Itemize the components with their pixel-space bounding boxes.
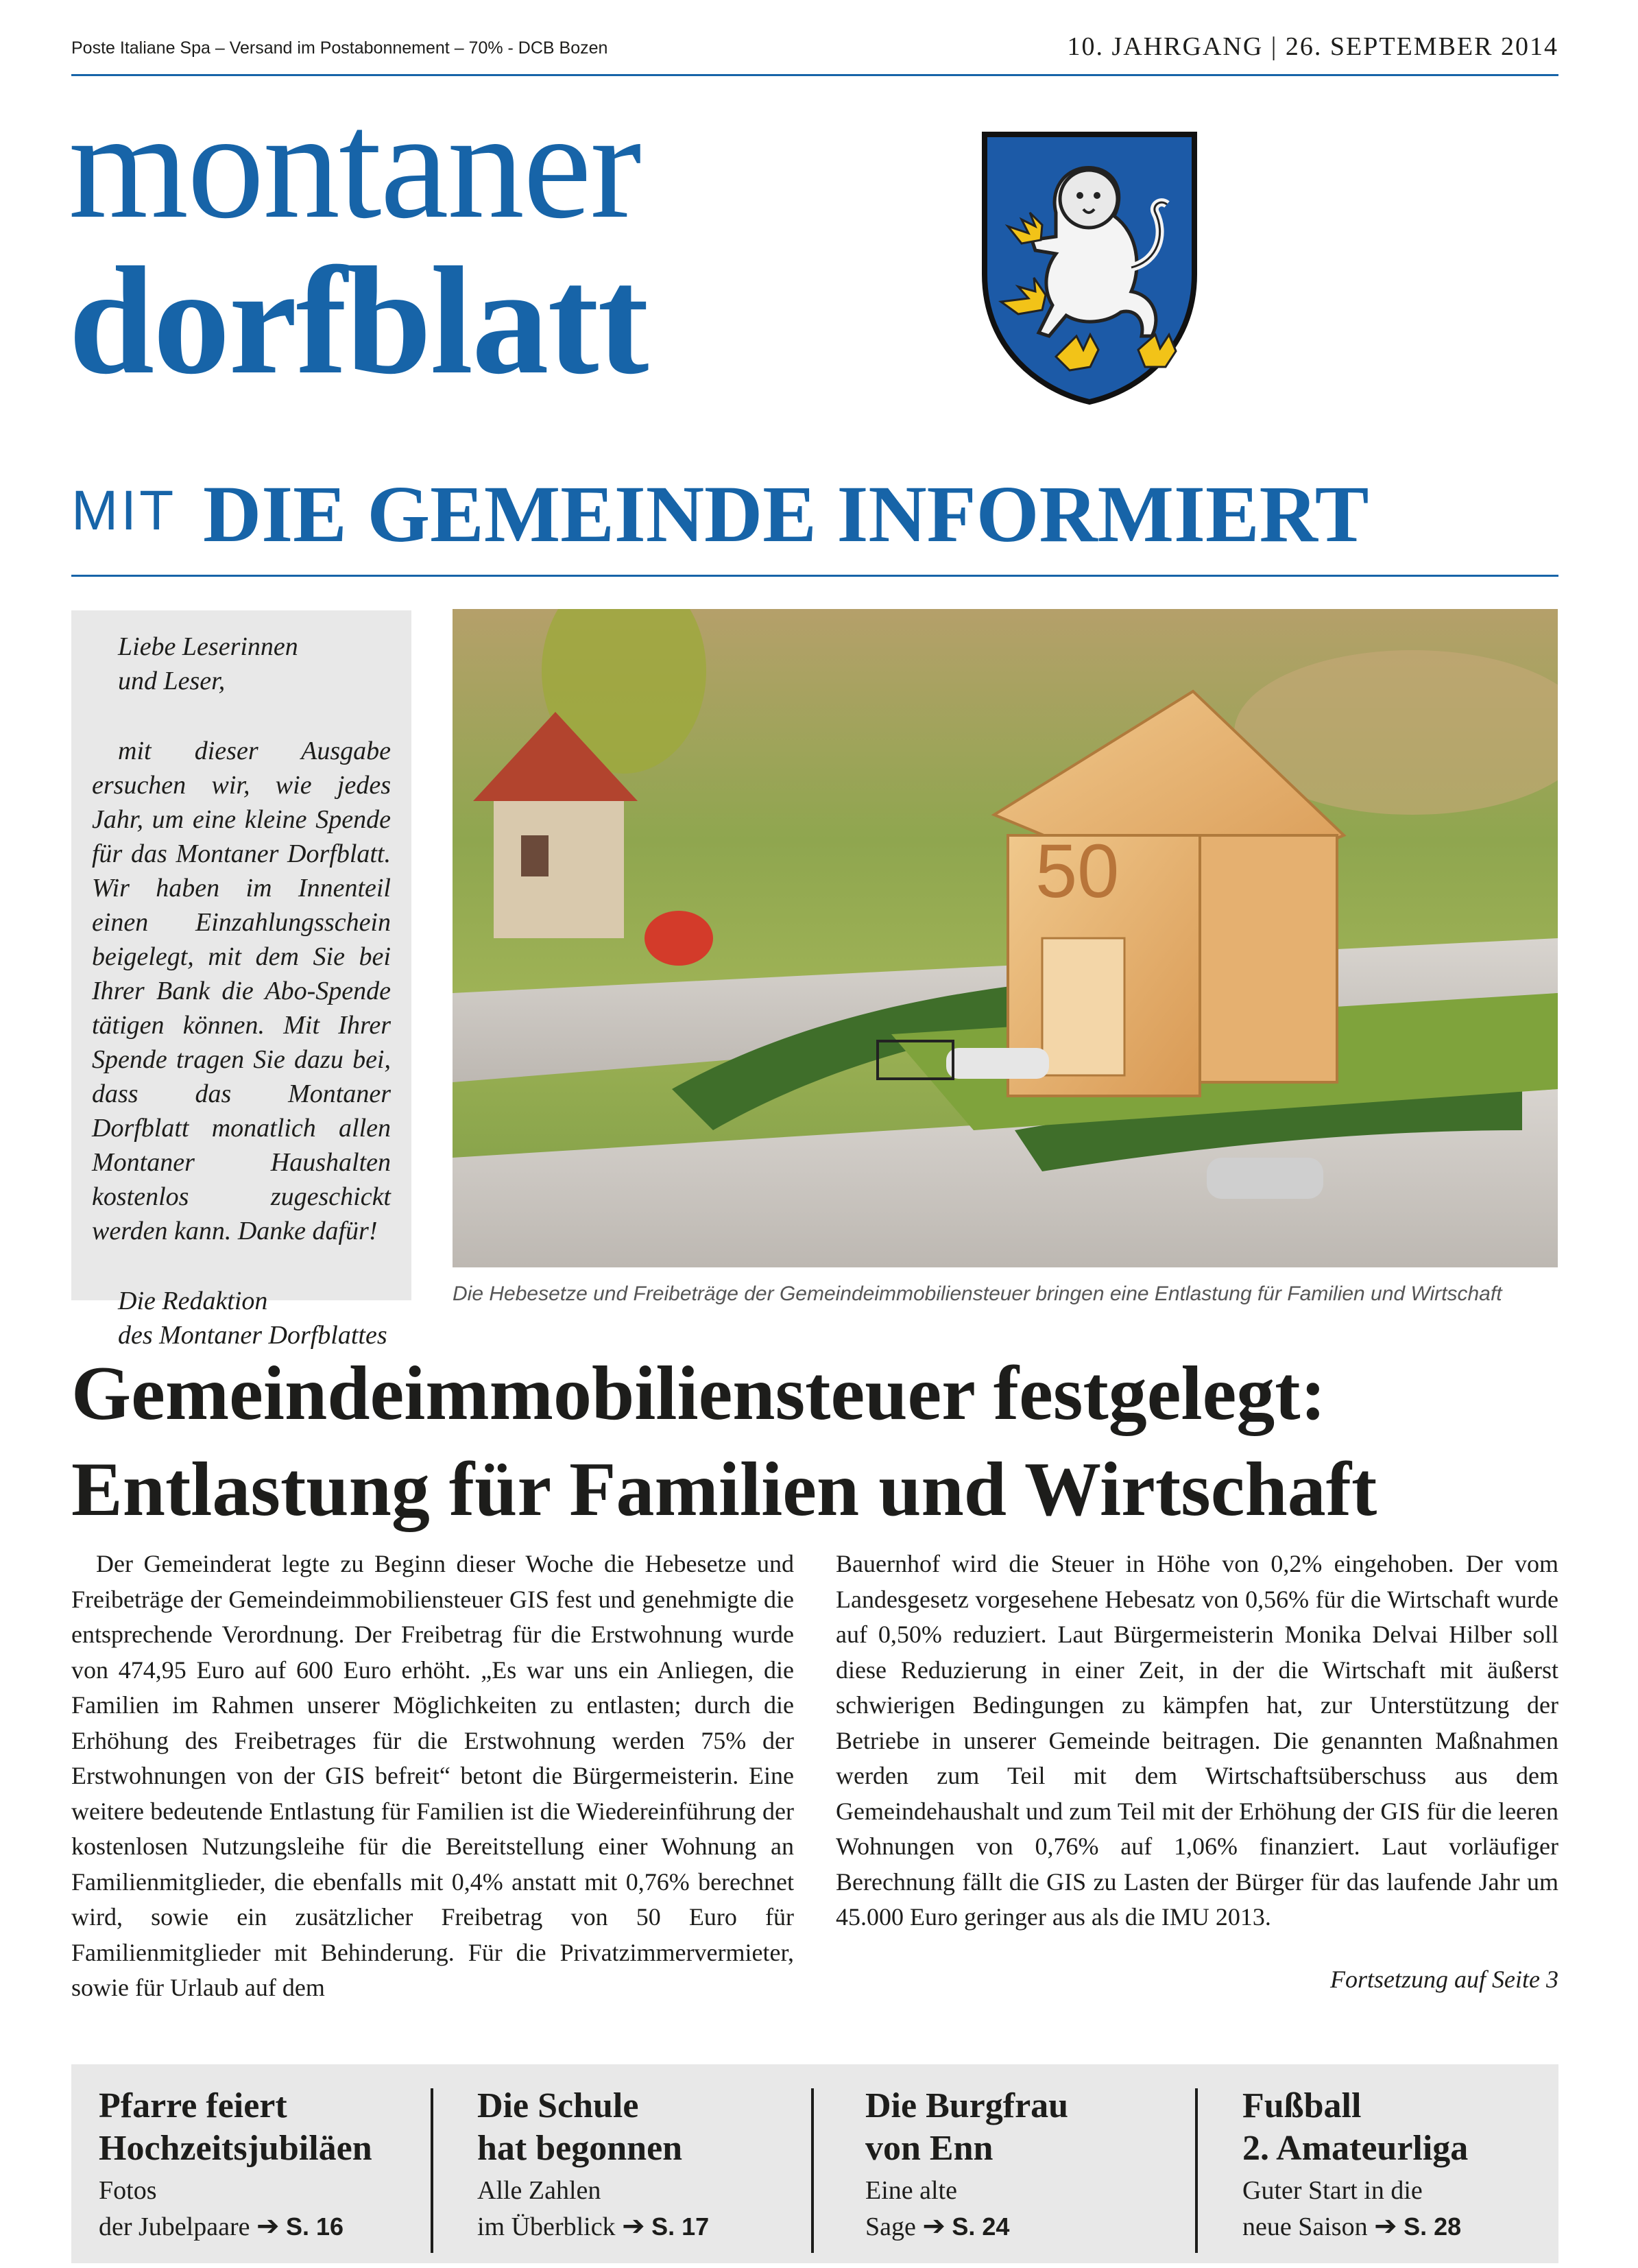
editorial-greeting-1: Liebe Leserinnen	[118, 632, 298, 661]
masthead-line-2: dorfblatt	[69, 235, 648, 406]
banknote-value: 50	[1035, 829, 1120, 914]
arrow-right-icon: ➔	[1374, 2210, 1397, 2242]
headline-line-1: Gemeindeimmobiliensteuer festgelegt:	[71, 1351, 1326, 1436]
coat-of-arms-icon	[980, 130, 1199, 405]
teaser-divider	[811, 2088, 814, 2253]
teaser-page-3: S. 24	[952, 2212, 1010, 2241]
article-column-left: Der Gemeinderat legte zu Beginn dieser Woche die Hebesetze und Freibeträge der Gemeindeimmobiliensteuer GIS fest und genehmigte die entsprechende Verordnung. Der Freibetrag für die Erstwohnung wurde von 474,95 Euro auf 600 Euro erhöht. „Es war uns ein Anliegen, die Familien im Rahmen unserer Möglichkeiten zu entlasten; durch die Erhöhung des Freibetrages für die Erstwohnung werden 75% der Erstwohnungen von der GIS befreit“ betont die Bürgermeisterin. Eine weitere bedeutende Entlastung für Familien ist die Wiedereinführung der kostenlosen Nutzungsleihe für die Bereitstellung einer Wohnung an Familienmitglieder, die ebenfalls mit 0,4% anstatt mit 0,76% berechnet wird, sowie ein zusätzlicher Freibetrag von 50 Euro für Familienmitglieder mit Behinderung. Für die Privatzimmervermieter, sowie für Urlaub auf dem	[71, 1550, 794, 2001]
teaser-page-4: S. 28	[1404, 2212, 1462, 2241]
top-divider	[71, 74, 1558, 76]
arrow-right-icon: ➔	[622, 2210, 645, 2242]
teaser-sub-1b-row	[99, 2208, 421, 2245]
teaser-sub-3b-row	[865, 2208, 1188, 2245]
teaser-title-1a: Pfarre feiert	[99, 2086, 287, 2125]
teaser-title-4a: Fußball	[1242, 2086, 1362, 2125]
arrow-right-icon: ➔	[256, 2210, 280, 2242]
teaser-sub-3b: Sage	[865, 2212, 916, 2241]
teaser-page-2: S. 17	[651, 2212, 710, 2241]
money-house-photo	[453, 609, 1558, 1267]
teaser-sub-2a: Alle Zahlen	[477, 2176, 601, 2205]
editorial-sign-1: Die Redaktion	[118, 1287, 268, 1315]
teaser-sub-4b-row	[1242, 2208, 1565, 2245]
continued-link[interactable]: Fortsetzung auf Seite 3	[1330, 1966, 1558, 1993]
teaser-2[interactable]	[477, 2085, 799, 2245]
header-divider	[71, 575, 1558, 577]
article-headline	[71, 1346, 1566, 1538]
editorial-sign-2: des Montaner Dorfblattes	[118, 1321, 387, 1350]
teaser-title-2a: Die Schule	[477, 2086, 639, 2125]
teaser-3[interactable]	[865, 2085, 1188, 2245]
postal-line: Poste Italiane Spa – Versand im Postabonnement – 70% - DCB Bozen	[71, 38, 608, 58]
teaser-1[interactable]	[99, 2085, 421, 2245]
teaser-title-3b: von Enn	[865, 2129, 993, 2168]
article-column-right: Bauernhof wird die Steuer in Höhe von 0,2% eingehoben. Der vom Landesgesetz vorgesehene Hebesatz von 0,56% für die Wirtschaft wurde auf 0,50% reduziert. Laut Bürgermeisterin Monika Delvai Hilber soll diese Reduzierung in einer Zeit, in der die Wirtschaft mit äußerst schwierigen Bedingungen zu kämpfen hat, zur Unterstützung der Betriebe in unserer Gemeinde beitragen. Die genannten Maßnahmen werden zum Teil mit dem Wirtschaftsüberschuss aus dem Gemeindehaushalt und zum Teil mit der Erhöhung der GIS für die leeren Wohnungen von 0,76% auf 1,06% finanziert. Laut vorläufiger Berechnung fällt die GIS zu Lasten der Bürger für das laufende Jahr um 45.000 Euro geringer aus als die IMU 2013.	[836, 1550, 1558, 1931]
teaser-title-4b: 2. Amateurliga	[1242, 2129, 1469, 2168]
masthead-line-1: montaner	[69, 79, 640, 250]
supplement-prefix: MIT	[71, 479, 177, 542]
editorial-box	[71, 610, 411, 1350]
teaser-sub-3a: Eine alte	[865, 2176, 957, 2205]
teaser-4[interactable]	[1242, 2085, 1565, 2245]
teaser-title-3a: Die Burgfrau	[865, 2086, 1069, 2125]
headline-line-2: Entlastung für Familien und Wirtschaft	[71, 1447, 1377, 1532]
editorial-greeting-2: und Leser,	[118, 667, 226, 695]
teaser-sub-2b: im Überblick	[477, 2212, 616, 2241]
arrow-right-icon: ➔	[922, 2210, 946, 2242]
teaser-sub-2b-row	[477, 2208, 799, 2245]
supplement-title: DIE GEMEINDE INFORMIERT	[203, 469, 1369, 559]
teaser-title-1b: Hochzeitsjubiläen	[99, 2129, 372, 2168]
teaser-sub-1b: der Jubelpaare	[99, 2212, 250, 2241]
teaser-divider	[1195, 2088, 1198, 2253]
teaser-sub-4a: Guter Start in die	[1242, 2176, 1423, 2205]
teaser-title-2b: hat begonnen	[477, 2129, 683, 2168]
teaser-page-1: S. 16	[286, 2212, 344, 2241]
photo-caption: Die Hebesetze und Freibeträge der Gemeindeimmobiliensteuer bringen eine Entlastung für Familien und Wirtschaft	[453, 1282, 1502, 1305]
teaser-divider	[431, 2088, 433, 2253]
editorial-body: mit dieser Ausgabe ersuchen wir, wie jedes Jahr, um eine kleine Spende für das Montaner Dorfblatt. Wir haben im Innenteil einen Einzahlungsschein beigelegt, mit dem Sie bei Ihrer Bank die Abo-Spende tätigen können. Mit Ihrer Spende tragen Sie dazu bei, dass das Montaner Dorfblatt monatlich allen Montaner Haushalten kostenlos zugeschickt werden kann. Danke dafür!	[92, 737, 391, 1245]
issue-date: 10. JAHRGANG | 26. SEPTEMBER 2014	[1067, 32, 1558, 61]
teaser-sub-1a: Fotos	[99, 2176, 157, 2205]
teaser-sub-4b: neue Saison	[1242, 2212, 1368, 2241]
